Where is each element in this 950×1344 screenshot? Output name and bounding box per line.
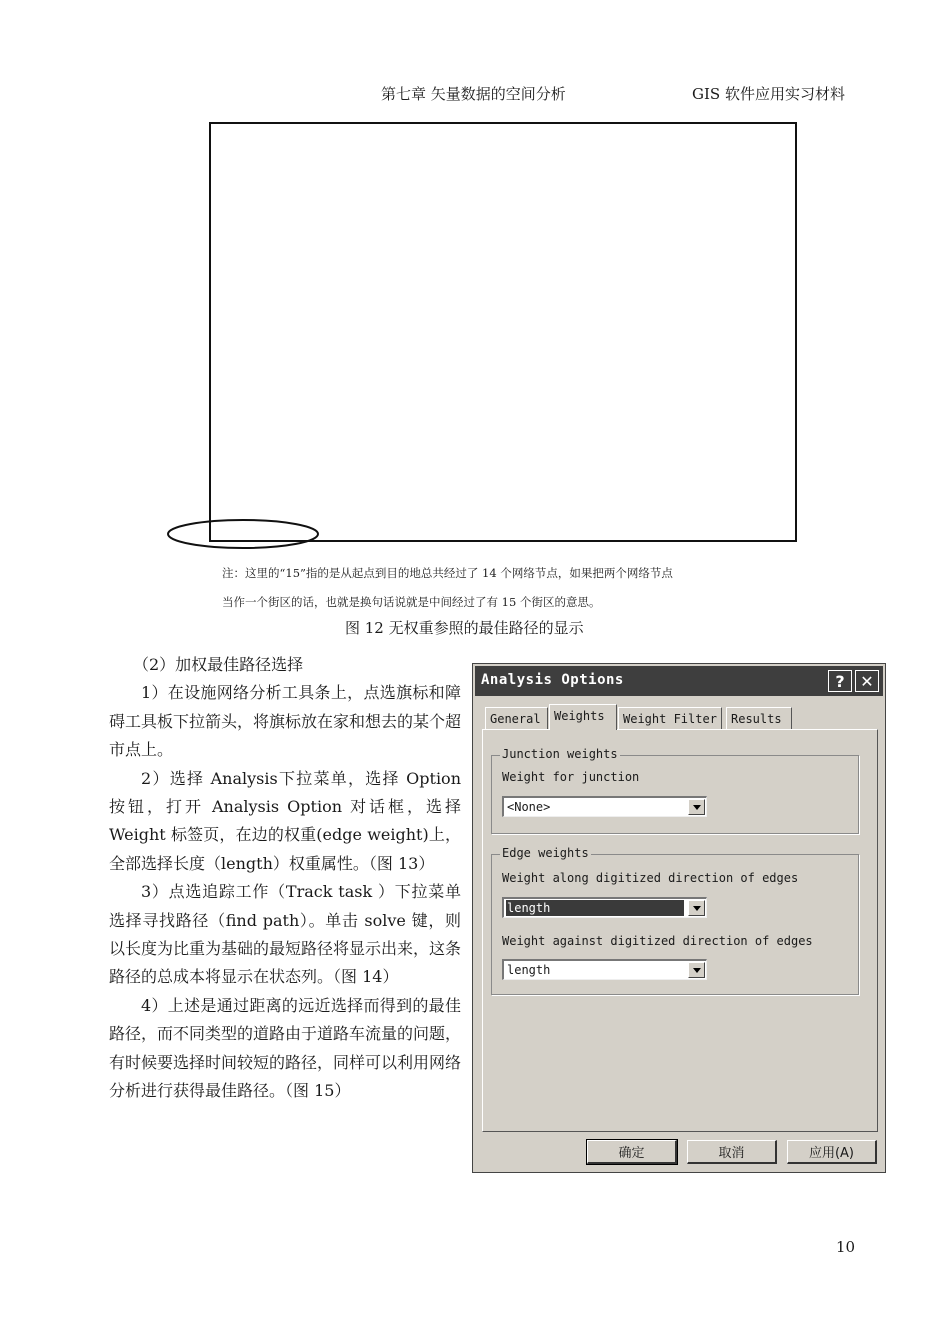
apply-button[interactable]: 应用(A) [787, 1140, 877, 1164]
weight-along-select[interactable] [502, 897, 707, 918]
paragraph-4: 4）上述是通过距离的远近选择而得到的最佳路径，而不同类型的道路由于道路车流量的问题，有时候要选择时间较短的路径，同样可以利用网络分析进行获得最佳路径。（图 15） [109, 995, 462, 1101]
edge-weights-group [491, 846, 859, 995]
tab-general[interactable]: General [485, 707, 548, 729]
junction-weight-label: Weight for junction [502, 770, 640, 784]
paragraph-2: 2）选择 Analysis下拉菜单，选择 Option 按钮，打开 Analysis Option 对话框，选择 Weight 标签页，在边的权重(edge weight)上，全部选择长度（length）权重属性。（图 13） [109, 768, 461, 873]
header-book-title: GIS 软件应用实习材料 [692, 85, 845, 103]
figure-note-line-1: 注：这里的“15”指的是从起点到目的地总共经过了 14 个网络节点，如果把两个网络节点 [222, 566, 673, 580]
weight-along-label: Weight along digitized direction of edges [502, 871, 799, 885]
cancel-button[interactable]: 取消 [687, 1140, 777, 1164]
junction-weights-group [491, 747, 859, 834]
analysis-options-dialog [472, 663, 886, 1173]
weight-against-value: length [507, 963, 551, 977]
start-point-ellipse [166, 517, 326, 553]
page-number: 10 [836, 1238, 856, 1256]
junction-weights-legend: Junction weights [502, 747, 618, 761]
tab-weights[interactable]: Weights [549, 704, 617, 730]
weight-against-label: Weight against digitized direction of edges [502, 934, 813, 948]
junction-weight-select[interactable] [502, 796, 707, 817]
dialog-title: Analysis Options [481, 672, 624, 688]
junction-weight-value: <None> [507, 800, 551, 814]
figure-12-caption: 图 12 无权重参照的最佳路径的显示 [345, 619, 584, 637]
chevron-down-icon[interactable] [688, 799, 705, 815]
figure-note-line-2: 当作一个街区的话，也就是换句话说就是中间经过了有 15 个街区的意思。 [222, 595, 601, 609]
header-chapter: 第七章 矢量数据的空间分析 [381, 85, 566, 103]
figure-12-map-frame [209, 122, 797, 542]
edge-weights-legend: Edge weights [502, 846, 589, 860]
body-text [109, 651, 461, 1106]
close-button[interactable]: ✕ [855, 670, 879, 692]
paragraph-1: 1）在设施网络分析工具条上，点选旗标和障碍工具板下拉箭头，将旗标放在家和想去的某个超市点上。 [109, 683, 462, 760]
dialog-titlebar[interactable] [475, 666, 883, 696]
paragraph-3: 3）点选追踪工作（Track task ）下拉菜单选择寻找路径（find path）。单击 solve 键，则以长度为比重为基础的最短路径将显示出来，这条路径的总成本将显示在状态列。（图 14） [109, 882, 462, 987]
ok-button[interactable]: 确定 [587, 1140, 677, 1164]
chevron-down-icon[interactable] [688, 962, 705, 978]
weight-against-select[interactable] [502, 959, 707, 980]
help-button[interactable]: ? [828, 670, 852, 692]
weight-along-value: length [506, 900, 684, 916]
tab-weight-filter[interactable]: Weight Filter [618, 707, 722, 729]
tab-results[interactable]: Results [726, 707, 792, 729]
section-heading: （2）加权最佳路径选择 [133, 655, 304, 674]
chevron-down-icon[interactable] [688, 900, 705, 916]
